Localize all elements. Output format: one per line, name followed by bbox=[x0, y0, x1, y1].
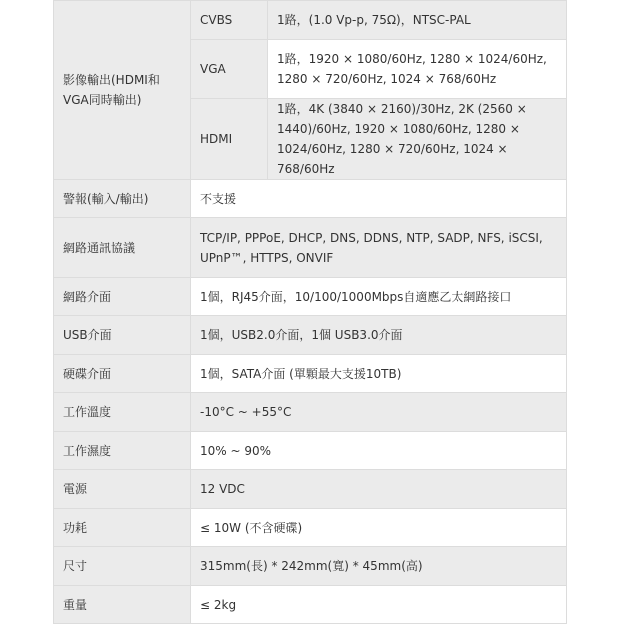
cvbs-value: 1路，(1.0 Vp-p, 75Ω)，NTSC-PAL bbox=[268, 1, 567, 40]
spec-row-usb bbox=[54, 316, 567, 355]
spec-row-humidity bbox=[54, 432, 567, 470]
spec-label: 網路介面 bbox=[54, 278, 191, 316]
spec-label: 工作溫度 bbox=[54, 393, 191, 432]
spec-row-cvbs bbox=[54, 1, 567, 40]
spec-label: 硬碟介面 bbox=[54, 355, 191, 393]
spec-row-hdd bbox=[54, 355, 567, 393]
spec-value: -10°C ~ +55°C bbox=[191, 393, 567, 432]
vga-label: VGA bbox=[191, 40, 268, 99]
spec-value: 不支援 bbox=[191, 180, 567, 218]
spec-row-network bbox=[54, 278, 567, 316]
spec-label: 電源 bbox=[54, 470, 191, 509]
spec-value: 1個，SATA介面 (單顆最大支援10TB) bbox=[191, 355, 567, 393]
cvbs-label: CVBS bbox=[191, 1, 268, 40]
spec-value: ≤ 10W (不含硬碟) bbox=[191, 509, 567, 547]
hdmi-value: 1路，4K (3840 × 2160)/30Hz, 2K (2560 × 1440)/60Hz, 1920 × 1080/60Hz, 1280 × 1024/60Hz, 1280 × 720/60Hz, 1024 × 768/60Hz bbox=[268, 99, 567, 180]
spec-row-alarm bbox=[54, 180, 567, 218]
spec-value: 1個，USB2.0介面，1個 USB3.0介面 bbox=[191, 316, 567, 355]
hdmi-label: HDMI bbox=[191, 99, 268, 180]
spec-row-power bbox=[54, 470, 567, 509]
spec-row-protocols bbox=[54, 218, 567, 278]
spec-table bbox=[53, 0, 567, 624]
spec-label: 重量 bbox=[54, 586, 191, 624]
spec-row-consumption bbox=[54, 509, 567, 547]
spec-value: TCP/IP, PPPoE, DHCP, DNS, DDNS, NTP, SADP, NFS, iSCSI, UPnP™, HTTPS, ONVIF bbox=[191, 218, 567, 278]
spec-row-weight bbox=[54, 586, 567, 624]
video-output-label: 影像輸出(HDMI和VGA同時輸出) bbox=[54, 1, 191, 180]
spec-row-dimensions bbox=[54, 547, 567, 586]
spec-value: 10% ~ 90% bbox=[191, 432, 567, 470]
spec-label: 工作濕度 bbox=[54, 432, 191, 470]
spec-row-temperature bbox=[54, 393, 567, 432]
spec-value: 12 VDC bbox=[191, 470, 567, 509]
vga-value: 1路，1920 × 1080/60Hz, 1280 × 1024/60Hz, 1280 × 720/60Hz, 1024 × 768/60Hz bbox=[268, 40, 567, 99]
spec-value: 1個，RJ45介面，10/100/1000Mbps自適應乙太網路接口 bbox=[191, 278, 567, 316]
spec-label: 警報(輸入/輸出) bbox=[54, 180, 191, 218]
spec-label: USB介面 bbox=[54, 316, 191, 355]
spec-label: 網路通訊協議 bbox=[54, 218, 191, 278]
spec-value: ≤ 2kg bbox=[191, 586, 567, 624]
spec-value: 315mm(長) * 242mm(寬) * 45mm(高) bbox=[191, 547, 567, 586]
spec-label: 尺寸 bbox=[54, 547, 191, 586]
spec-label: 功耗 bbox=[54, 509, 191, 547]
